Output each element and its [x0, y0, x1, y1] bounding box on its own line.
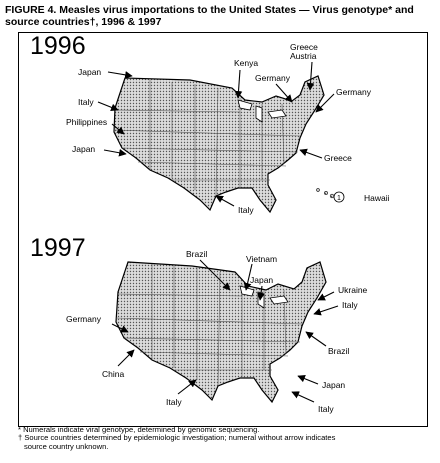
year-heading-1996: 1996 [30, 32, 86, 60]
label-1996-germany-right: Germany [336, 87, 371, 97]
arrow-italy-1996 [98, 102, 118, 110]
footnote-source-line-1: † Source countries determined by epidemiologic investigation; numeral without arrow indicates [18, 433, 336, 443]
label-1996-italy: Italy [78, 97, 94, 107]
svg-text:1: 1 [337, 195, 341, 202]
label-1997-brazil-top: Brazil [186, 249, 208, 259]
label-1997-ukraine: Ukraine [338, 285, 368, 295]
arrow-japan-bottom-1997 [298, 376, 318, 384]
arrow-ukraine-1997 [318, 292, 334, 300]
label-1996-hawaii: Hawaii [364, 193, 390, 203]
us-map-1997 [116, 262, 326, 402]
label-1997-japan-top: Japan [250, 275, 274, 285]
arrow-italy-right-1997 [314, 306, 338, 314]
label-1996-philippines: Philippines [66, 117, 108, 127]
arrow-japan-bottom-1996 [104, 150, 126, 154]
label-1996-austria: Austria [290, 51, 317, 61]
footnote-source-line-2: source country unknown. [24, 441, 109, 451]
arrow-italy-bottom-left-1997 [178, 380, 196, 394]
label-1997-brazil-right: Brazil [328, 346, 350, 356]
arrow-italy-bottom-right-1997 [292, 392, 314, 402]
genotype-marker-hawaii [334, 192, 344, 202]
footnotes [18, 426, 438, 451]
label-1996-italy-south: Italy [238, 205, 254, 215]
figure-title-line-1: FIGURE 4. Measles virus importations to the United States — Virus genotype* and [5, 4, 414, 16]
label-1996-kenya: Kenya [234, 58, 259, 68]
label-1997-china: China [102, 369, 125, 379]
label-1997-japan-bottom: Japan [322, 380, 346, 390]
label-1996-germany-left: Germany [255, 73, 290, 83]
label-1997-germany: Germany [66, 314, 101, 324]
us-map-1996 [114, 76, 344, 212]
label-1997-vietnam: Vietnam [246, 254, 278, 264]
arrow-china-1997 [118, 350, 134, 366]
arrow-greece-bottom-1996 [300, 150, 322, 158]
figure-title-line-2: source countries†, 1996 & 1997 [5, 16, 162, 28]
label-1996-greece-top: Greece [290, 42, 318, 52]
arrow-italy-south-1996 [216, 196, 234, 206]
label-1996-japan-bottom: Japan [72, 144, 96, 154]
label-1997-italy-bottom-left: Italy [166, 397, 182, 407]
label-1997-italy-bottom-right: Italy [318, 404, 334, 414]
label-1997-italy-right: Italy [342, 300, 358, 310]
us-outline-1997 [116, 262, 326, 402]
us-outline-1996 [114, 76, 324, 212]
footnote-genotype: * Numerals indicate viral genotype, determined by genomic sequencing. [18, 425, 260, 434]
label-1996-greece-bottom: Greece [324, 153, 352, 163]
label-1996-japan-top: Japan [78, 67, 102, 77]
arrow-brazil-right-1997 [306, 332, 326, 346]
arrow-japan-top-1996 [108, 72, 132, 76]
year-heading-1997: 1997 [30, 234, 86, 262]
